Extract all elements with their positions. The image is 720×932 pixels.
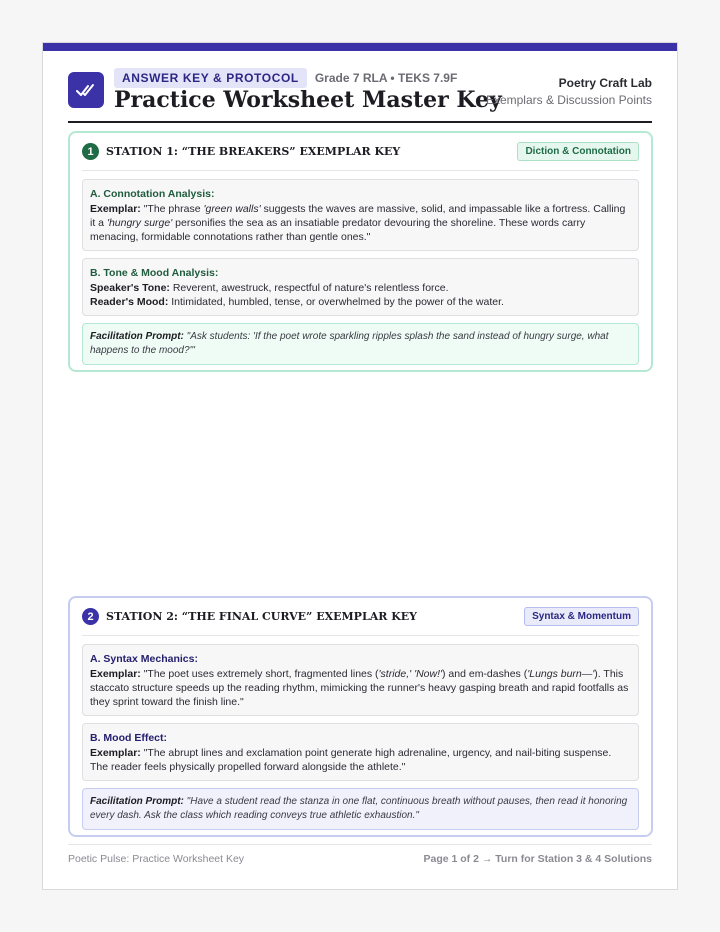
connotation-exemplar: Exemplar: "The phrase 'green walls' suggests the waves are massive, solid, and impassable like a fortress. Calling it a 'hungry surge' personifies the sea as an insatiable predator devouring the shoreline. These words carry menacing, formidable connotations rather than gentle ones." — [90, 203, 626, 243]
station-2-tag: Syntax & Momentum — [524, 607, 639, 626]
station-2-header — [82, 598, 639, 636]
station-1-facilitation-prompt: Facilitation Prompt: "Ask students: 'If the poet wrote sparkling ripples splash the sand instead of hungry surge, what happens to the mood?'" — [82, 323, 639, 365]
tone-mood-card — [82, 258, 639, 316]
lab-subtitle: Exemplars & Discussion Points — [485, 93, 652, 107]
syntax-mechanics-card — [82, 644, 639, 716]
footer-title: Poetic Pulse: Practice Worksheet Key — [68, 853, 245, 865]
station-2-card — [68, 596, 653, 837]
station-1-number: 1 — [82, 143, 99, 160]
tone-mood-heading: B. Tone & Mood Analysis: — [90, 267, 219, 279]
syntax-heading: A. Syntax Mechanics: — [90, 653, 198, 665]
connotation-analysis-card — [82, 179, 639, 251]
station-1-tag: Diction & Connotation — [517, 142, 639, 161]
answer-key-badge: ANSWER KEY & PROTOCOL — [114, 68, 307, 88]
lab-info — [486, 76, 652, 107]
speaker-tone: Speaker's Tone: Reverent, awestruck, respectful of nature's relentless force. — [90, 282, 449, 294]
reader-mood: Reader's Mood: Intimidated, humbled, tense, or overwhelmed by the power of the water. — [90, 296, 504, 308]
station-2-facilitation-prompt: Facilitation Prompt: "Have a student read the stanza in one flat, continuous breath without pauses, then read it honoring every dash. Ask the class which reading conveys true athletic exhaustion." — [82, 788, 639, 830]
connotation-heading: A. Connotation Analysis: — [90, 188, 215, 200]
header-divider — [68, 121, 652, 123]
page-footer — [68, 844, 652, 865]
top-accent-bar — [43, 43, 677, 51]
header-meta — [114, 68, 457, 88]
mood-effect-card — [82, 723, 639, 781]
station-1-title: STATION 1: “THE BREAKERS” EXEMPLAR KEY — [106, 145, 401, 158]
mood-effect-exemplar: Exemplar: "The abrupt lines and exclamation point generate high adrenaline, urgency, and nail-biting suspense. The reader feels physically propelled forward alongside the athlete." — [90, 747, 612, 773]
grade-label: Grade 7 RLA • TEKS 7.9F — [314, 71, 458, 85]
station-1-header — [82, 133, 639, 171]
mood-effect-heading: B. Mood Effect: — [90, 732, 167, 744]
double-check-icon — [68, 72, 104, 108]
station-2-title: STATION 2: “THE FINAL CURVE” EXEMPLAR KEY — [106, 610, 417, 623]
footer-page-info: Page 1 of 2 → Turn for Station 3 & 4 Solutions — [423, 853, 652, 865]
syntax-exemplar: Exemplar: "The poet uses extremely short, fragmented lines ('stride,' 'Now!') and em-dashes ('Lungs burn—'). This staccato structure speeds up the reading rhythm, mimicking the runner's heavy gasping breath and rapid footfalls as they sprint toward the finish line." — [90, 668, 629, 708]
lab-name: Poetry Craft Lab — [558, 76, 652, 90]
station-2-number: 2 — [82, 608, 99, 625]
station-1-card — [68, 131, 653, 372]
worksheet-page — [42, 42, 678, 890]
page-title: Practice Worksheet Master Key — [114, 87, 502, 113]
